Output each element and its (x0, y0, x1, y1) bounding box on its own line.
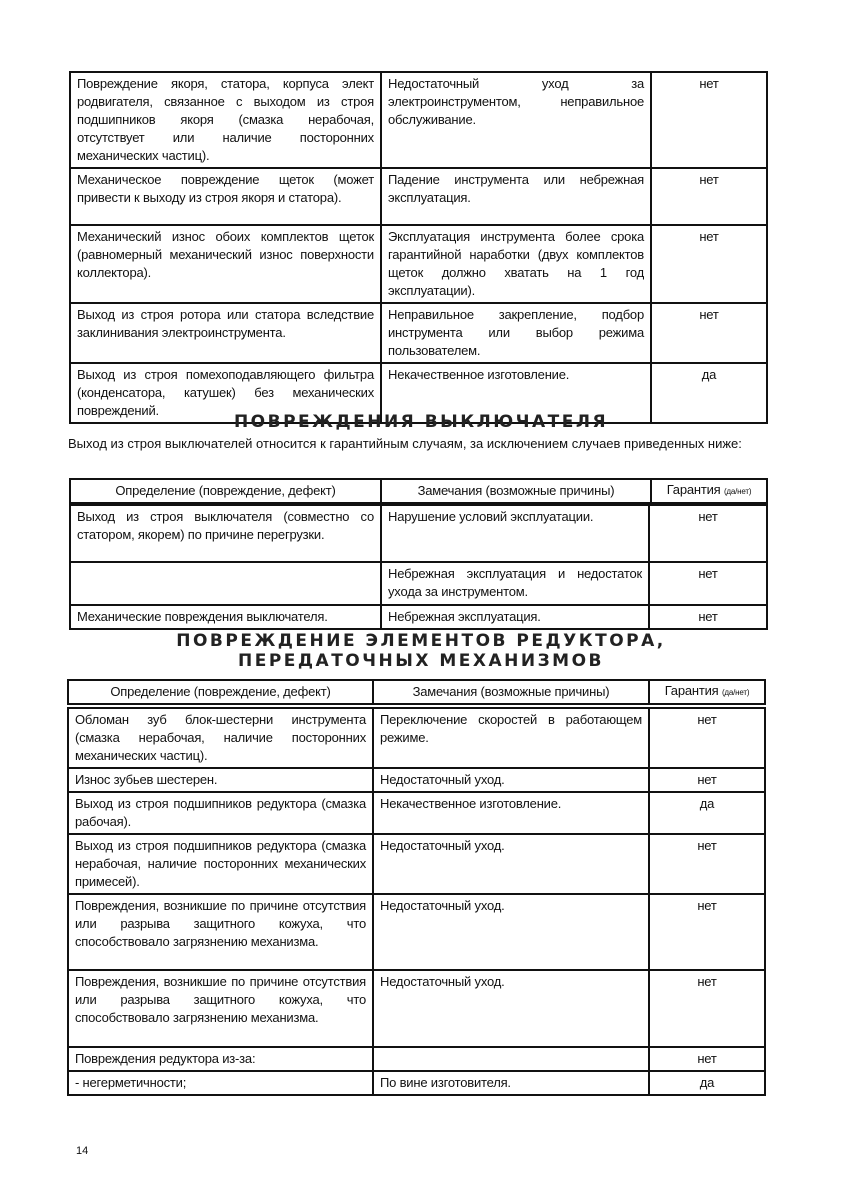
warranty-cell: да (649, 792, 765, 834)
header-warranty: Гарантия (да/нет) (651, 479, 767, 503)
switch-damage-table (69, 504, 768, 630)
warranty-cell: нет (649, 970, 765, 1047)
page-number: 14 (76, 1145, 89, 1157)
section-title-gearbox-2: ПЕРЕДАТОЧНЫХ МЕХАНИЗМОВ (237, 651, 604, 671)
definition-cell: Выход из строя помехоподавляющего фильтра (конденсатора, катушек) без механических повреждений. (70, 363, 381, 423)
notes-cell (373, 1047, 649, 1071)
definition-cell: Обломан зуб блок-шестерни инструмента (смазка нерабочая, наличие посторонних механических частиц). (68, 708, 373, 768)
definition-cell: Повреждения редуктора из-за: (68, 1047, 373, 1071)
warranty-cell: нет (649, 1047, 765, 1071)
warranty-cell: нет (649, 562, 767, 605)
table-row (68, 792, 765, 834)
warranty-cell: нет (649, 834, 765, 894)
header-notes: Замечания (возможные причины) (373, 680, 649, 704)
warranty-cell: нет (651, 225, 767, 303)
notes-cell: Недостаточный уход. (373, 894, 649, 970)
notes-cell: Эксплуатация инструмента более срока гарантийной наработки (двух комплектов щеток должно хватать на 1 год эксплуатации). (381, 225, 651, 303)
warranty-cell: нет (651, 303, 767, 363)
definition-cell: - негерметичности; (68, 1071, 373, 1095)
table-row (70, 225, 767, 303)
definition-cell: Выход из строя ротора или статора вследствие заклинивания электроинструмента. (70, 303, 381, 363)
gearbox-table-header (67, 679, 766, 705)
section-title-switch: ПОВРЕЖДЕНИЯ ВЫКЛЮЧАТЕЛЯ (233, 412, 609, 432)
notes-cell: Недостаточный уход. (373, 970, 649, 1047)
table-row (70, 303, 767, 363)
notes-cell: Падение инструмента или небрежная эксплуатация. (381, 168, 651, 225)
definition-cell: Выход из строя выключателя (совместно со статором, якорем) по причине перегрузки. (70, 505, 381, 562)
table-row (68, 894, 765, 970)
table-row (70, 505, 767, 562)
notes-cell: Неправильное закрепление, подбор инструмента или выбор режима пользователем. (381, 303, 651, 363)
table-row (70, 168, 767, 225)
definition-cell: Выход из строя подшипников редуктора (смазка рабочая). (68, 792, 373, 834)
definition-cell: Повреждение якоря, статора, корпуса элект родвигателя, связанное с выходом из строя подшипников якоря (смазка нерабочая, отсутствует или наличие посторонних механических частиц). (70, 72, 381, 168)
definition-cell: Повреждения, возникшие по причине отсутствия или разрыва защитного кожуха, что способствовало загрязнению механизма. (68, 894, 373, 970)
notes-cell: Переключение скоростей в работающем режиме. (373, 708, 649, 768)
motor-damage-table (69, 71, 768, 424)
gearbox-damage-table (67, 707, 766, 1096)
notes-cell: Недостаточный уход. (373, 768, 649, 792)
warranty-cell: нет (649, 708, 765, 768)
warranty-cell: да (651, 363, 767, 423)
definition-cell: Износ зубьев шестерен. (68, 768, 373, 792)
section-title-gearbox-1: ПОВРЕЖДЕНИЕ ЭЛЕМЕНТОВ РЕДУКТОРА, (176, 631, 666, 651)
table-row (70, 605, 767, 629)
table-row (70, 562, 767, 605)
header-notes: Замечания (возможные причины) (381, 479, 651, 503)
warranty-cell: нет (651, 168, 767, 225)
notes-cell: Некачественное изготовление. (373, 792, 649, 834)
table-row (70, 72, 767, 168)
section-intro: Выход из строя выключателей относится к гарантийным случаям, за исключением случаев приведенных ниже: (68, 436, 742, 451)
notes-cell: Небрежная эксплуатация. (381, 605, 649, 629)
table-row (68, 834, 765, 894)
table-row (68, 1071, 765, 1095)
definition-cell: Механические повреждения выключателя. (70, 605, 381, 629)
notes-cell: Некачественное изготовление. (381, 363, 651, 423)
table-row (68, 970, 765, 1047)
table-row (68, 1047, 765, 1071)
definition-cell: Механический износ обоих комплектов щеток (равномерный механический износ поверхности коллектора). (70, 225, 381, 303)
table-row (68, 708, 765, 768)
warranty-cell: нет (649, 505, 767, 562)
notes-cell: Недостаточный уход. (373, 834, 649, 894)
warranty-cell: нет (649, 894, 765, 970)
notes-cell: По вине изготовителя. (373, 1071, 649, 1095)
definition-cell: Механическое повреждение щеток (может привести к выходу из строя якоря и статора). (70, 168, 381, 225)
warranty-cell: да (649, 1071, 765, 1095)
definition-cell (70, 562, 381, 605)
definition-cell: Выход из строя подшипников редуктора (смазка нерабочая, наличие посторонних механических примесей). (68, 834, 373, 894)
switch-table-header (69, 478, 768, 504)
warranty-cell: нет (649, 768, 765, 792)
header-definition: Определение (повреждение, дефект) (70, 479, 381, 503)
warranty-cell: нет (649, 605, 767, 629)
header-warranty: Гарантия (да/нет) (649, 680, 765, 704)
table-row (68, 768, 765, 792)
definition-cell: Повреждения, возникшие по причине отсутствия или разрыва защитного кожуха, что способствовало загрязнению механизма. (68, 970, 373, 1047)
notes-cell: Небрежная эксплуатация и недостаток ухода за инструментом. (381, 562, 649, 605)
header-definition: Определение (повреждение, дефект) (68, 680, 373, 704)
notes-cell: Недостаточный уход за электроинструментом, неправильное обслуживание. (381, 72, 651, 168)
warranty-cell: нет (651, 72, 767, 168)
notes-cell: Нарушение условий эксплуатации. (381, 505, 649, 562)
